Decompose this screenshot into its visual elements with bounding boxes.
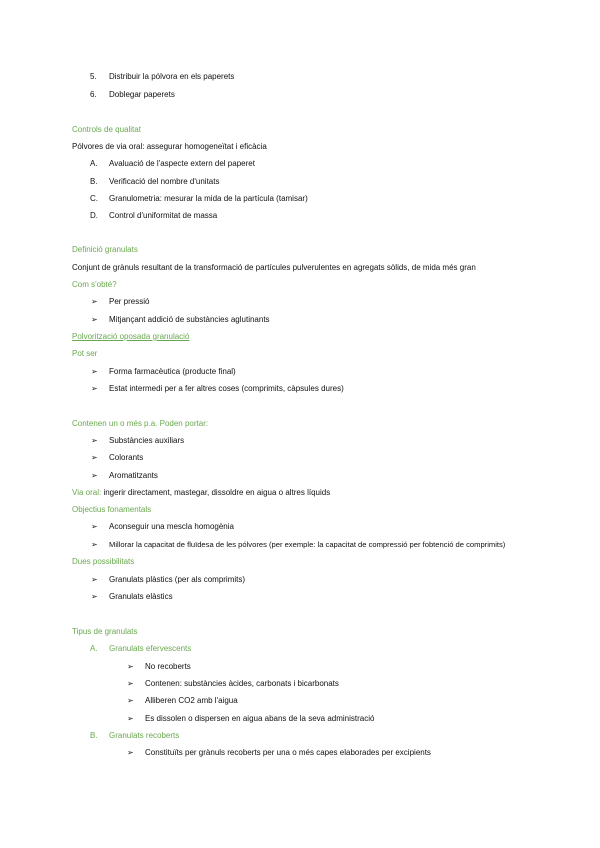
item-text: Granulometria: mesurar la mida de la partícula (tamisar): [109, 194, 308, 203]
type-label: Granulats recoberts: [109, 731, 180, 740]
arrow-bullet-icon: ➢: [91, 436, 98, 445]
list-item-text: Millorar la capacitat de fluïdesa de les pólvores (per exemple: la capacitat de compressió per fobtenció de comprimits): [109, 540, 506, 549]
oral-label: Via oral:: [72, 488, 102, 497]
granulate-def-heading: Definició granulats: [72, 245, 138, 254]
type-letter: B.: [90, 731, 98, 740]
two-heading: Dues possibilitats: [72, 557, 135, 566]
item-text: Control d'uniformitat de massa: [109, 211, 218, 220]
list-item-text: Aromatitzants: [109, 471, 158, 480]
list-item-text: Granulats elàstics: [109, 592, 173, 601]
arrow-bullet-icon: ➢: [127, 679, 134, 688]
list-item-text: Forma farmacèutica (producte final): [109, 367, 236, 376]
list-item-text: Alliberen CO2 amb l'aigua: [145, 696, 238, 705]
list-item-text: Aconseguir una mescla homogènia: [109, 522, 234, 531]
item-text: Verificació del nombre d'unitats: [109, 177, 220, 186]
can-be-heading: Pot ser: [72, 349, 98, 358]
arrow-bullet-icon: ➢: [127, 696, 134, 705]
arrow-bullet-icon: ➢: [127, 748, 134, 757]
list-item-text: No recoberts: [145, 662, 191, 671]
arrow-bullet-icon: ➢: [91, 540, 98, 549]
arrow-bullet-icon: ➢: [127, 714, 134, 723]
list-item-text: Mitjançant addició de substàncies aglutinants: [109, 315, 270, 324]
arrow-bullet-icon: ➢: [91, 471, 98, 480]
item-letter: D.: [90, 211, 98, 220]
list-item-text: Substàncies auxiliars: [109, 436, 185, 445]
arrow-bullet-icon: ➢: [91, 367, 98, 376]
type-letter: A.: [90, 644, 98, 653]
item-letter: B.: [90, 177, 98, 186]
arrow-bullet-icon: ➢: [91, 592, 98, 601]
step-number: 6.: [90, 90, 97, 99]
arrow-bullet-icon: ➢: [91, 575, 98, 584]
item-text: Avaluació de l'aspecte extern del paperet: [109, 159, 255, 168]
arrow-bullet-icon: ➢: [91, 297, 98, 306]
oral-line: [72, 488, 330, 498]
how-heading: Com s'obté?: [72, 280, 117, 289]
list-item-text: Es dissolen o dispersen en aigua abans de la seva administració: [145, 714, 375, 723]
step-text: Doblegar paperets: [109, 90, 175, 99]
granulate-def-text: Conjunt de grànuls resultant de la transformació de partícules pulverulentes en agregats sòlids, de mida més gran: [72, 263, 476, 272]
quality-heading: Controls de qualitat: [72, 125, 141, 134]
list-item-text: Colorants: [109, 453, 144, 462]
item-letter: C.: [90, 194, 98, 203]
objectives-heading: Objectius fonamentals: [72, 505, 152, 514]
arrow-bullet-icon: ➢: [91, 453, 98, 462]
arrow-bullet-icon: ➢: [127, 662, 134, 671]
list-item-text: Per pressió: [109, 297, 150, 306]
polvoritzacio-link[interactable]: Polvorització oposada granulació: [72, 332, 190, 341]
list-item-text: Constituïts per grànuls recoberts per una o més capes elaborades per excipients: [145, 748, 431, 757]
arrow-bullet-icon: ➢: [91, 315, 98, 324]
contains-heading: Contenen un o més p.a. Poden portar:: [72, 419, 209, 428]
step-number: 5.: [90, 72, 97, 81]
list-item-text: Contenen: substàncies àcides, carbonats i bicarbonats: [145, 679, 339, 688]
item-letter: A.: [90, 159, 98, 168]
list-item-text: Estat intermedi per a fer altres coses (comprimits, càpsules dures): [109, 384, 344, 393]
type-label: Granulats efervescents: [109, 644, 192, 653]
arrow-bullet-icon: ➢: [91, 522, 98, 531]
quality-intro: Pólvores de via oral: assegurar homogeneïtat i eficàcia: [72, 142, 267, 151]
list-item-text: Granulats plàstics (per als comprimits): [109, 575, 246, 584]
oral-text: ingerir directament, mastegar, dissoldre en aigua o altres líquids: [103, 488, 331, 497]
step-text: Distribuir la pólvora en els paperets: [109, 72, 235, 81]
arrow-bullet-icon: ➢: [91, 384, 98, 393]
types-heading: Tipus de granulats: [72, 627, 138, 636]
